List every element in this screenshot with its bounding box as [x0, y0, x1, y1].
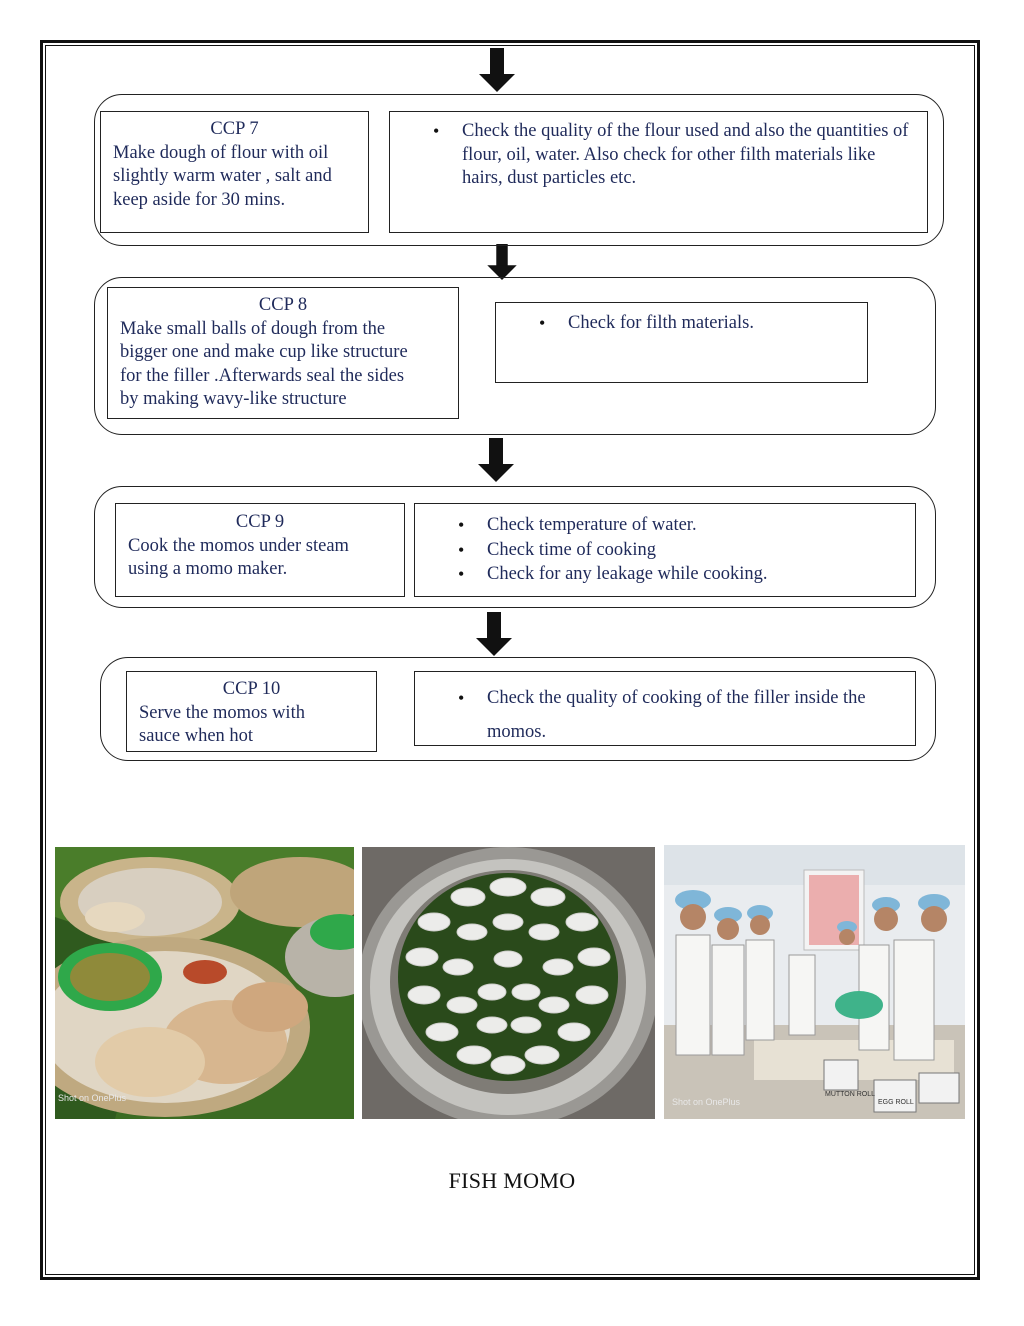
ccp7-line-3: keep aside for 30 mins. [113, 189, 286, 210]
ccp7-title: CCP 7 [210, 119, 259, 139]
photo-steamer-tray [362, 847, 655, 1119]
ccp7-check-item: • Check the quality of the flour used and also the quantities of flour, oil, water. Also check for other filth materials like hairs, dust particles etc. [462, 120, 913, 191]
ccp8-line-1: Make small balls of dough from the [120, 318, 386, 339]
down-arrow-icon [477, 48, 517, 92]
ccp9-line-2: using a momo maker. [128, 559, 288, 579]
ccp8-title: CCP 8 [258, 295, 308, 315]
ccp10-line-1: Serve the momos with [139, 702, 305, 723]
down-arrow-icon [476, 438, 516, 482]
photo-served-momos [55, 847, 354, 1119]
ccp10-title: CCP 10 [222, 679, 281, 699]
ccp9-check-item: • Check for any leakage while cooking. [487, 562, 905, 587]
ccp9-check-item: • Check time of cooking [487, 538, 905, 563]
down-arrow-icon [474, 612, 514, 656]
ccp8-description-box [107, 287, 459, 419]
photo-watermark: Shot on OnePlus [58, 1093, 127, 1103]
ccp7-checks-box [389, 111, 928, 233]
ccp10-line-2: sauce when hot [139, 726, 254, 746]
ccp7-line-1: Make dough of flour with oil [113, 142, 329, 163]
ccp9-check-item: • Check temperature of water. [487, 513, 905, 538]
ccp8-line-2: bigger one and make cup like structure [120, 342, 408, 362]
ccp8-check-item: • Check for filth materials. [568, 312, 857, 336]
down-arrow-icon [484, 244, 520, 280]
ccp8-line-4: by making wavy-like structure [120, 389, 347, 409]
ccp9-title: CCP 9 [235, 512, 285, 532]
photo-caption: FISH MOMO [448, 1168, 576, 1193]
ccp9-checks-box [414, 503, 916, 597]
ccp8-line-3: for the filler .Afterwards seal the sides [120, 365, 405, 386]
ccp10-check-item: • Check the quality of cooking of the filler inside the momos. [487, 681, 901, 749]
ccp8-checks-box [495, 302, 868, 383]
photo-kitchen-students [664, 845, 965, 1119]
ccp7-description-box [100, 111, 369, 233]
box-label: EGG ROLL [878, 1099, 914, 1106]
ccp9-description-box [115, 503, 405, 597]
photo-watermark: Shot on OnePlus [672, 1097, 741, 1107]
ccp10-description-box [126, 671, 377, 752]
ccp7-line-2: slightly warm water , salt and [113, 166, 332, 186]
ccp10-checks-box [414, 671, 916, 746]
box-label: MUTTON ROLL [825, 1091, 876, 1098]
ccp9-line-1: Cook the momos under steam [128, 535, 349, 556]
